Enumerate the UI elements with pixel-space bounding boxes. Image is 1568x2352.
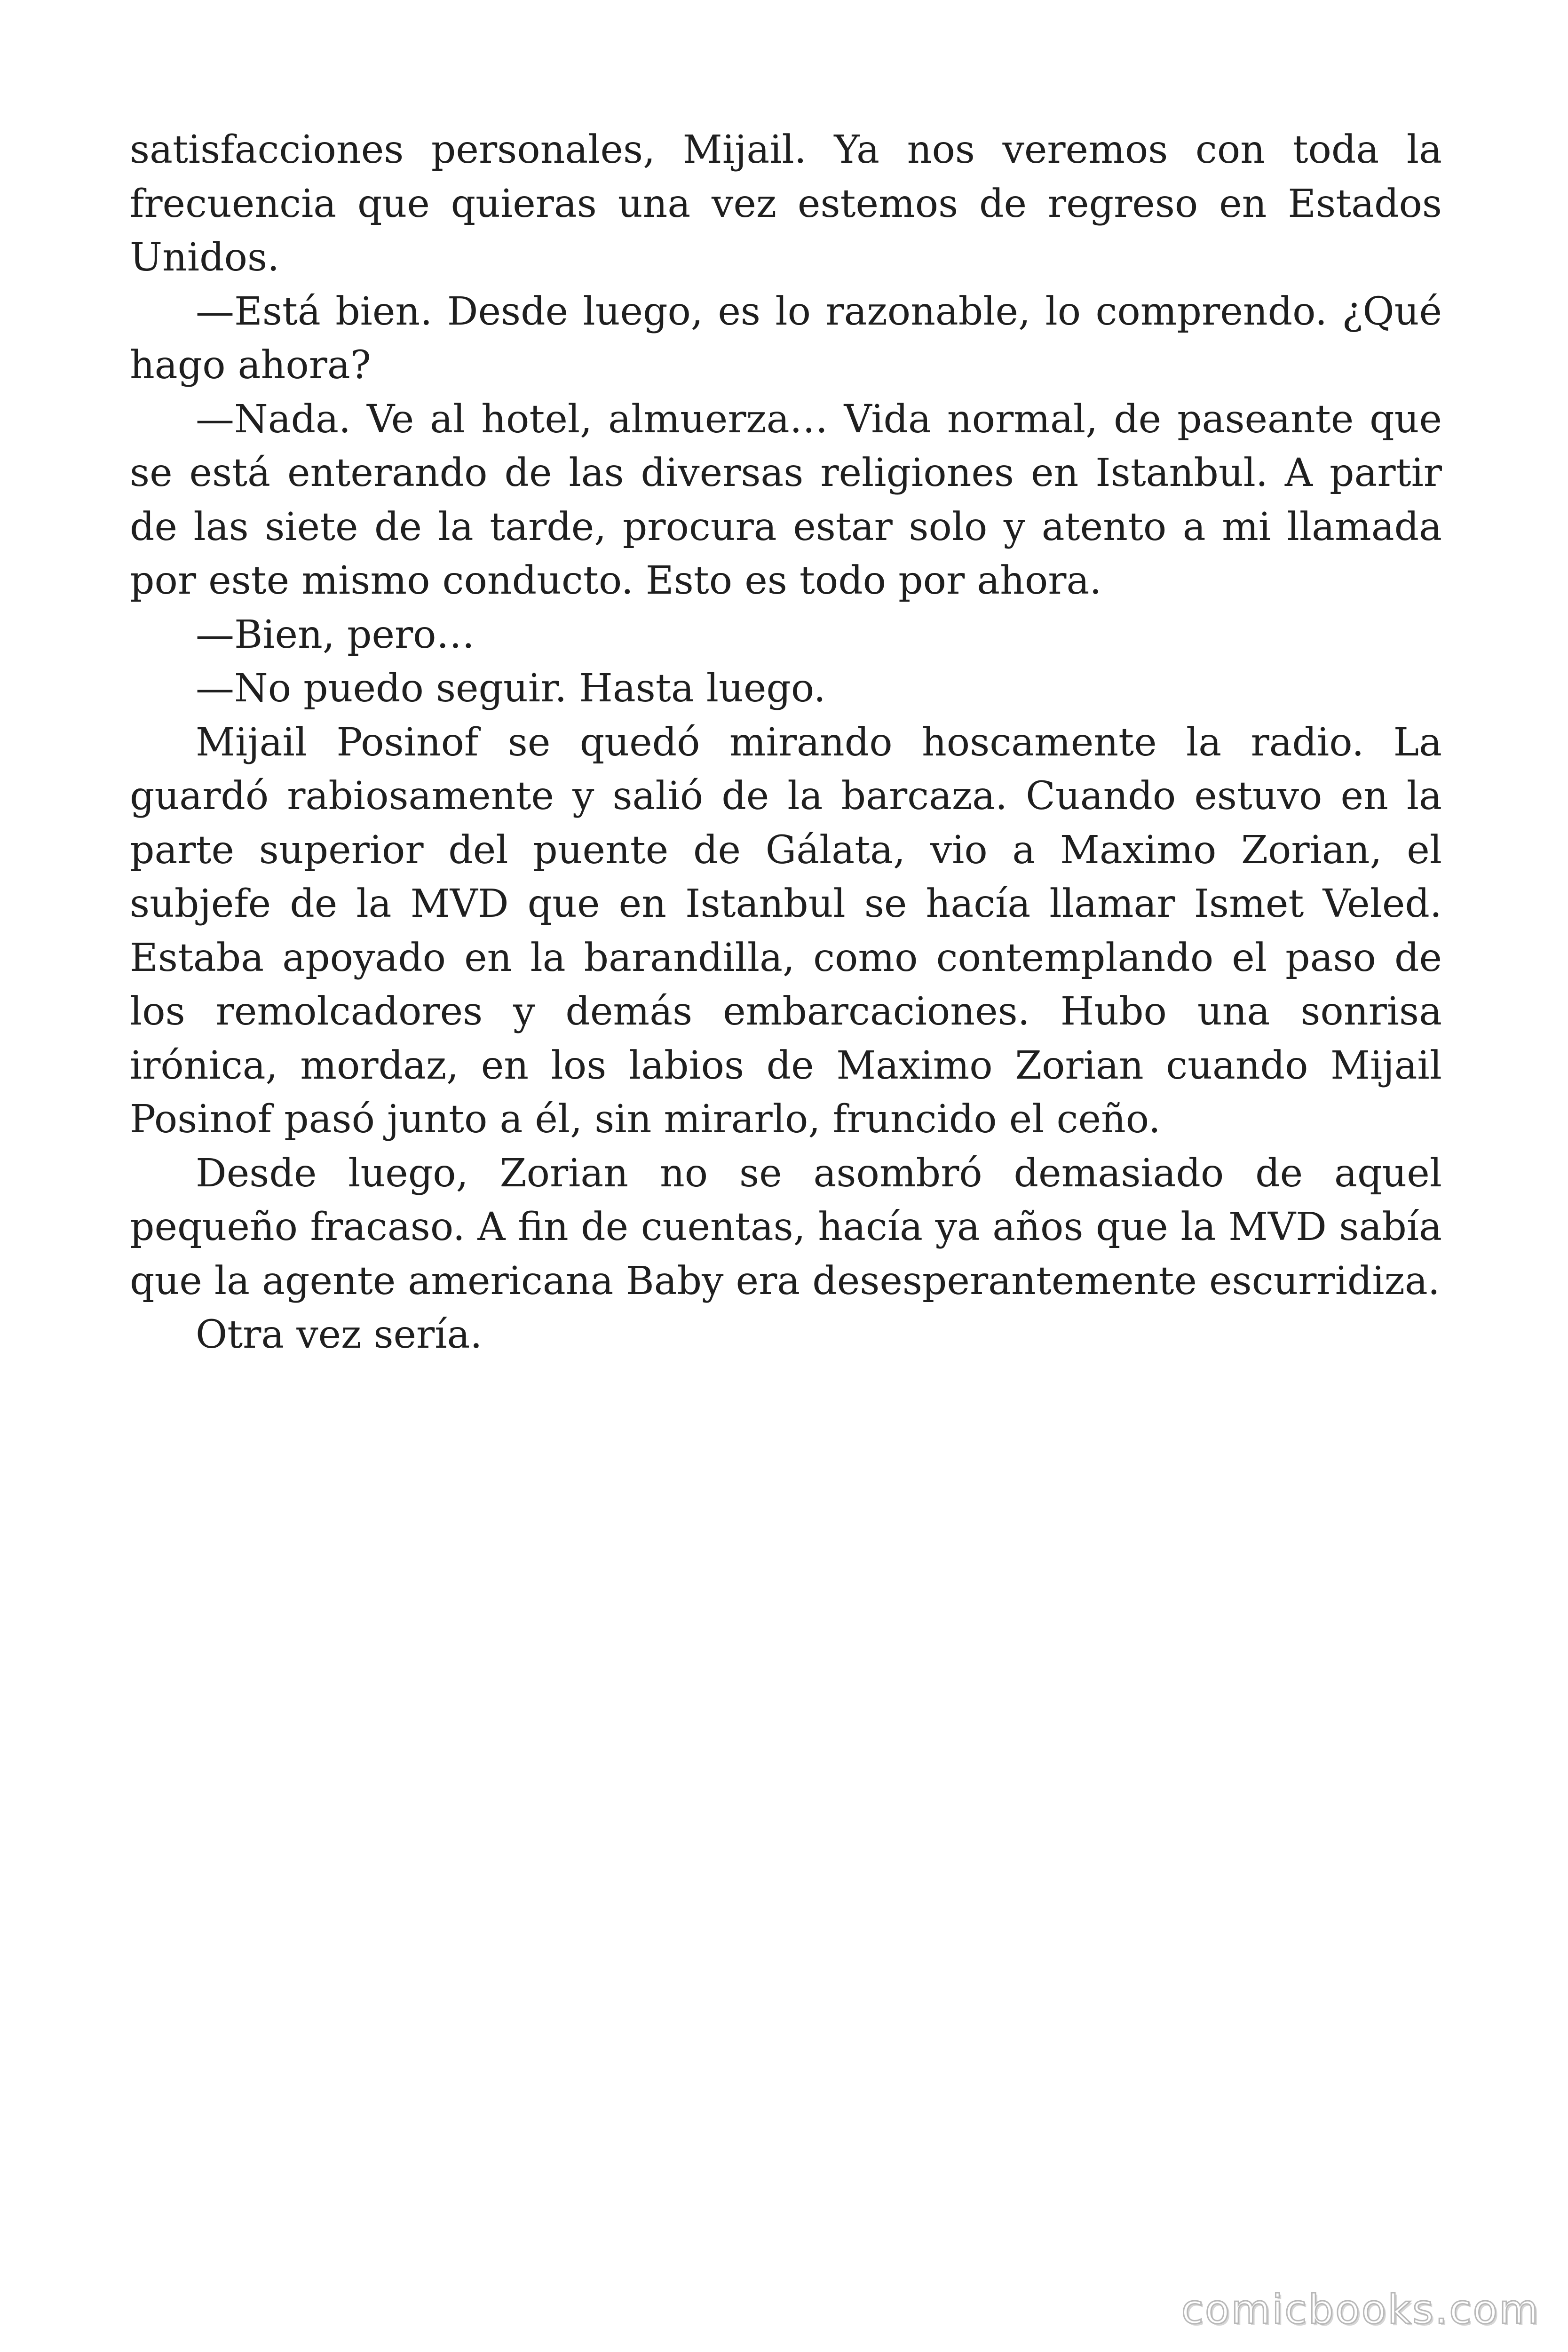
watermark-logo: comicbooks.com [1181, 2286, 1540, 2333]
paragraph-dialogue-esta-bien: —Está bien. Desde luego, es lo razonable, lo comprendo. ¿Qué hago ahora? [130, 289, 1442, 388]
paragraph-dialogue-bien-pero: —Bien, pero… [196, 612, 475, 657]
paragraph-dialogue-no-puedo: —No puedo seguir. Hasta luego. [196, 666, 826, 711]
body-text [130, 123, 1442, 1362]
paragraph-closing: Otra vez sería. [196, 1312, 483, 1357]
paragraph-dialogue-nada: —Nada. Ve al hotel, almuerza… Vida normal, de paseante que se está enterando de las diversas religiones en Istanbul. A partir de las siete de la tarde, procura estar solo y atento a mi llamada por este mismo conducto. Esto es todo por ahora. [130, 397, 1442, 603]
paragraph-narration-posinof: Mijail Posinof se quedó mirando hoscamente la radio. La guardó rabiosamente y salió de la barcaza. Cuando estuvo en la parte superior del puente de Gálata, vio a Maximo Zorian, el subjefe de la MVD que en Istanbul se hacía llamar Ismet Veled. Estaba apoyado en la barandilla, como contemplando el paso de los remolcadores y demás embarcaciones. Hubo una sonrisa irónica, mordaz, en los labios de Maximo Zorian cuando Mijail Posinof pasó junto a él, sin mirarlo, fruncido el ceño. [130, 720, 1442, 1142]
paragraph-continuation: satisfacciones personales, Mijail. Ya nos veremos con toda la frecuencia que quieras una vez estemos de regreso en Estados Unidos. [130, 127, 1442, 280]
paragraph-narration-zorian: Desde luego, Zorian no se asombró demasiado de aquel pequeño fracaso. A fin de cuentas, hacía ya años que la MVD sabía que la agente americana Baby era desesperantemente escurridiza. [130, 1151, 1442, 1303]
